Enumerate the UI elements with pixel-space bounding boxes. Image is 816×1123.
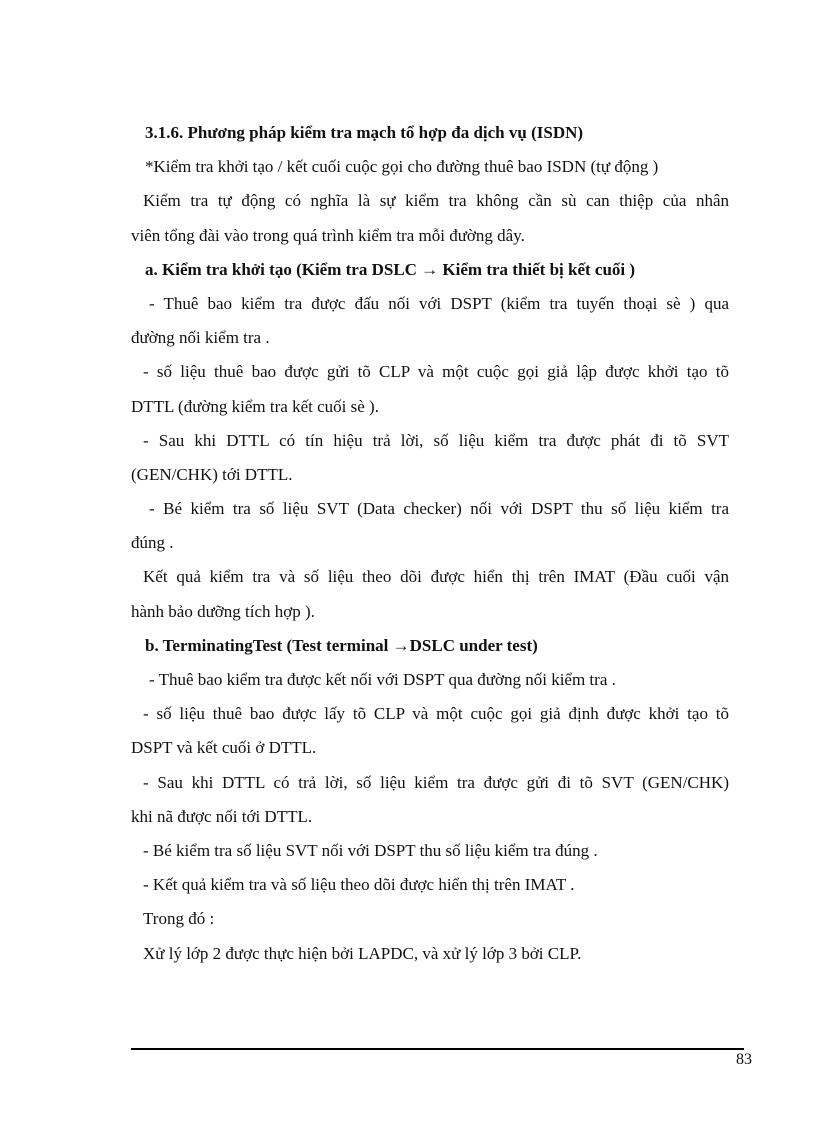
paragraph-line: Kết quả kiểm tra và số liệu theo dõi được hiển thị trên IMAT (Đầu cuối vận (143, 567, 729, 587)
paragraph-line: *Kiểm tra khởi tạo / kết cuối cuộc gọi cho đường thuê bao ISDN (tự động ) (145, 157, 659, 177)
paragraph-line: - Sau khi DTTL có tín hiệu trả lời, số liệu kiểm tra được phát đi tõ SVT (143, 430, 729, 450)
paragraph-line: - Bé kiểm tra số liệu SVT (Data checker) nối với DSPT thu số liệu kiểm tra (149, 499, 729, 519)
subsection-heading-a: a. Kiểm tra khởi tạo (Kiểm tra DSLC → Kiểm tra thiết bị kết cuối ) (145, 259, 636, 279)
section-heading: 3.1.6. Phương pháp kiểm tra mạch tổ hợp đa dịch vụ (ISDN) (145, 123, 584, 142)
page-body (131, 119, 729, 974)
paragraph-line: DSPT và kết cuối ở DTTL. (131, 738, 317, 758)
paragraph-line: (GEN/CHK) tới DTTL. (131, 464, 293, 484)
paragraph-line: - số liệu thuê bao được lấy tõ CLP và một cuộc gọi giả định được khởi tạo tõ (143, 704, 729, 724)
paragraph-line: hành bảo dưỡng tích hợp ). (131, 601, 315, 621)
paragraph-line: DTTL (đường kiểm tra kết cuối sè ). (131, 396, 379, 416)
paragraph-line: Trong đó : (143, 909, 215, 929)
paragraph-line: đúng . (131, 533, 174, 553)
footer-rule (131, 1048, 744, 1050)
paragraph-line: - số liệu thuê bao được gửi tõ CLP và một cuộc gọi giả lập được khởi tạo tõ (143, 362, 729, 382)
paragraph-line: - Bé kiểm tra số liệu SVT nối với DSPT thu số liệu kiểm tra đúng . (143, 840, 598, 860)
paragraph-line: - Thuê bao kiểm tra được đấu nối với DSPT (kiểm tra tuyến thoại sè ) qua (149, 293, 729, 313)
paragraph-line: - Sau khi DTTL có trả lời, số liệu kiểm tra được gửi đi tõ SVT (GEN/CHK) (143, 772, 729, 792)
paragraph-line: khi nã được nối tới DTTL. (131, 806, 313, 826)
paragraph-line: - Kết quả kiểm tra và số liệu theo dõi được hiển thị trên IMAT . (143, 875, 575, 895)
paragraph-line: viên tổng đài vào trong quá trình kiểm tra mỗi đường dây. (131, 225, 525, 245)
paragraph-line: - Thuê bao kiểm tra được kết nối với DSPT qua đường nối kiểm tra . (149, 670, 616, 689)
subsection-heading-b: b. TerminatingTest (Test terminal →DSLC under test) (145, 635, 538, 655)
page-number: 83 (736, 1051, 752, 1068)
paragraph-line: Kiểm tra tự động có nghĩa là sự kiểm tra không cần sù can thiệp của nhân (143, 191, 729, 211)
paragraph-line: đường nối kiểm tra . (131, 328, 270, 348)
paragraph-line: Xử lý lớp 2 được thực hiện bởi LAPDC, và xử lý lớp 3 bởi CLP. (143, 943, 582, 963)
